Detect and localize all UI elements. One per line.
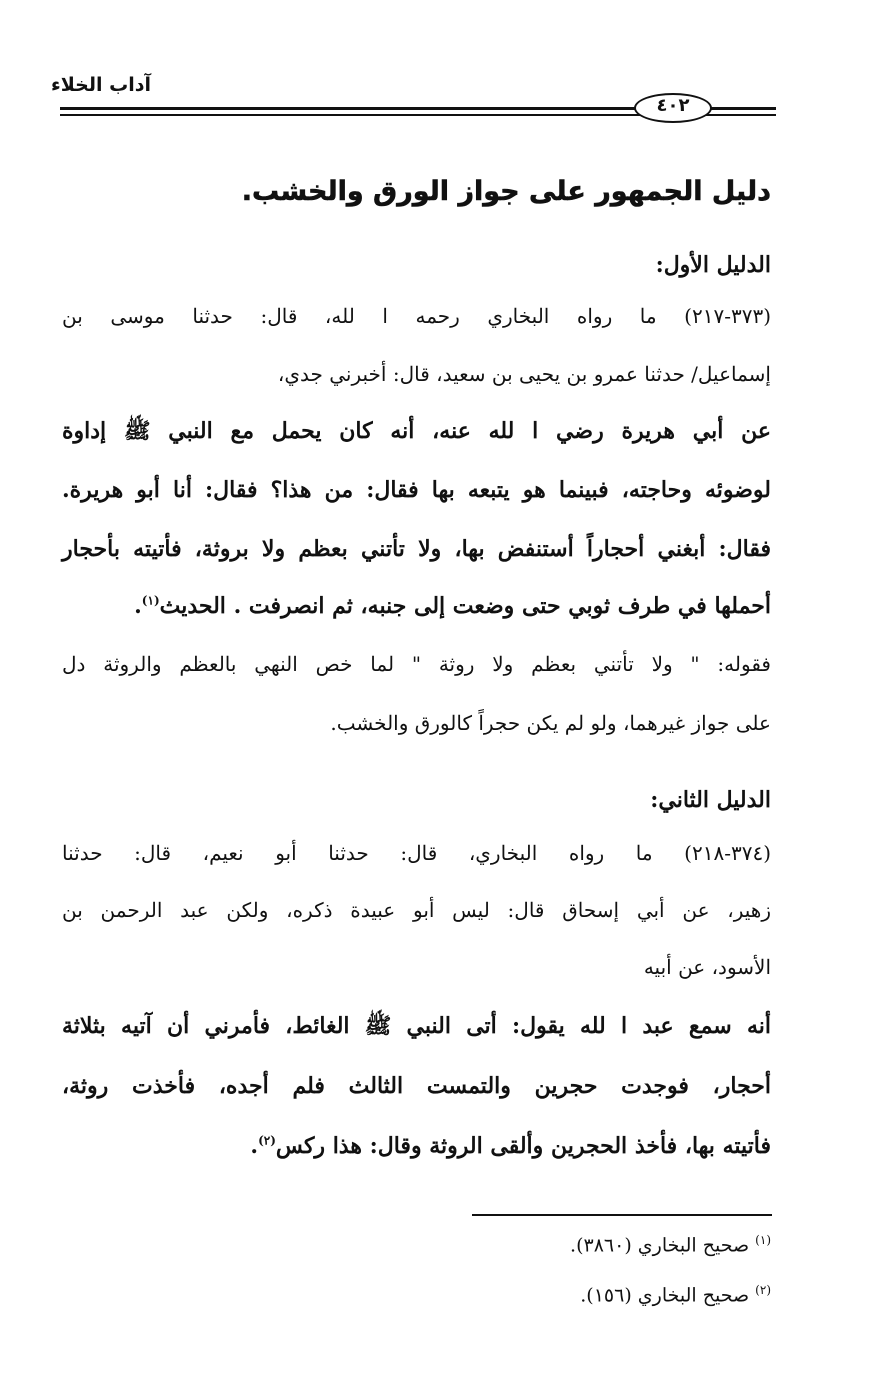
evidence-2-chain-line-1: (٣٧٤-٢١٨) ما رواه البخاري، قال: حدثنا أبو نعيم، قال: حدثنا xyxy=(62,841,771,865)
evidence-2-hadith-line-3: فأتيته بها، فأخذ الحجرين وألقى الروثة وقال: هذا ركس$^{(٢)}$. xyxy=(250,1133,771,1159)
evidence-1-hadith-line-2: لوضوئه وحاجته، فبينما هو يتبعه بها فقال: من هذا؟ فقال: أنا أبو هريرة. xyxy=(62,477,771,503)
evidence-2-chain-line-3: الأسود، عن أبيه xyxy=(643,955,771,979)
evidence-1-heading: الدليل الأول: xyxy=(655,252,771,278)
evidence-2-hadith-line-1: أنه سمع عبد ا لله يقول: أتى النبي ﷺ الغائط، فأمرني أن آتيه بثلاثة xyxy=(62,1013,771,1039)
footnote-2-marker: (٢) xyxy=(755,1283,771,1297)
evidence-1-comment-line-2: على جواز غيرهما، ولو لم يكن حجراً كالورق والخشب. xyxy=(330,711,771,735)
evidence-1-hadith-line-4-text: أحملها في طرف ثوبي حتى وضعت إلى جنبه، ثم انصرفت . الحديث xyxy=(159,593,771,619)
page-number: ٤٠٢ xyxy=(656,95,690,116)
footnote-2-text: صحيح البخاري (١٥٦). xyxy=(580,1284,750,1307)
evidence-1-chain-line-2: إسماعيل/ حدثنا عمرو بن يحيى بن سعيد، قال: أخبرني جدي، xyxy=(277,362,771,386)
evidence-1-hadith-line-1: عن أبي هريرة رضي ا لله عنه، أنه كان يحمل مع النبي ﷺ إداوة xyxy=(62,418,771,444)
evidence-1-chain-line-1: (٣٧٣-٢١٧) ما رواه البخاري رحمه ا لله، قال: حدثنا موسى بن xyxy=(62,304,771,328)
running-title: آداب الخلاء xyxy=(51,74,151,96)
evidence-2-heading: الدليل الثاني: xyxy=(650,787,771,813)
footnote-ref-2: (٢) xyxy=(258,1133,276,1148)
footnote-divider xyxy=(472,1214,772,1216)
footnote-2 xyxy=(580,1283,771,1306)
evidence-2-chain-line-2: زهير، عن أبي إسحاق قال: ليس أبو عبيدة ذكره، ولكن عبد الرحمن بن xyxy=(62,898,771,922)
evidence-1-hadith-line-3: فقال: أبغني أحجاراً أستنفض بها، ولا تأتني بعظم ولا بروثة، فأتيته بأحجار xyxy=(62,536,771,562)
evidence-2-hadith-line-3-text: فأتيته بها، فأخذ الحجرين وألقى الروثة وقال: هذا ركس xyxy=(275,1133,771,1159)
footnote-1-marker: (١) xyxy=(755,1233,771,1247)
evidence-1-comment-line-1: فقوله: " ولا تأتني بعظم ولا روثة " لما خص النهي بالعظم والروثة دل xyxy=(62,652,771,676)
footnote-ref-1: (١) xyxy=(141,593,160,608)
section-title: دليل الجمهور على جواز الورق والخشب. xyxy=(241,176,771,207)
footnote-1 xyxy=(570,1233,771,1256)
evidence-1-hadith-line-4: أحملها في طرف ثوبي حتى وضعت إلى جنبه، ثم انصرفت . الحديث$^{(١)}$. xyxy=(134,593,771,619)
evidence-2-hadith-line-2: أحجار، فوجدت حجرين والتمست الثالث فلم أجده، فأخذت روثة، xyxy=(62,1073,771,1099)
footnote-1-text: صحيح البخاري (٣٨٦٠). xyxy=(570,1234,750,1257)
